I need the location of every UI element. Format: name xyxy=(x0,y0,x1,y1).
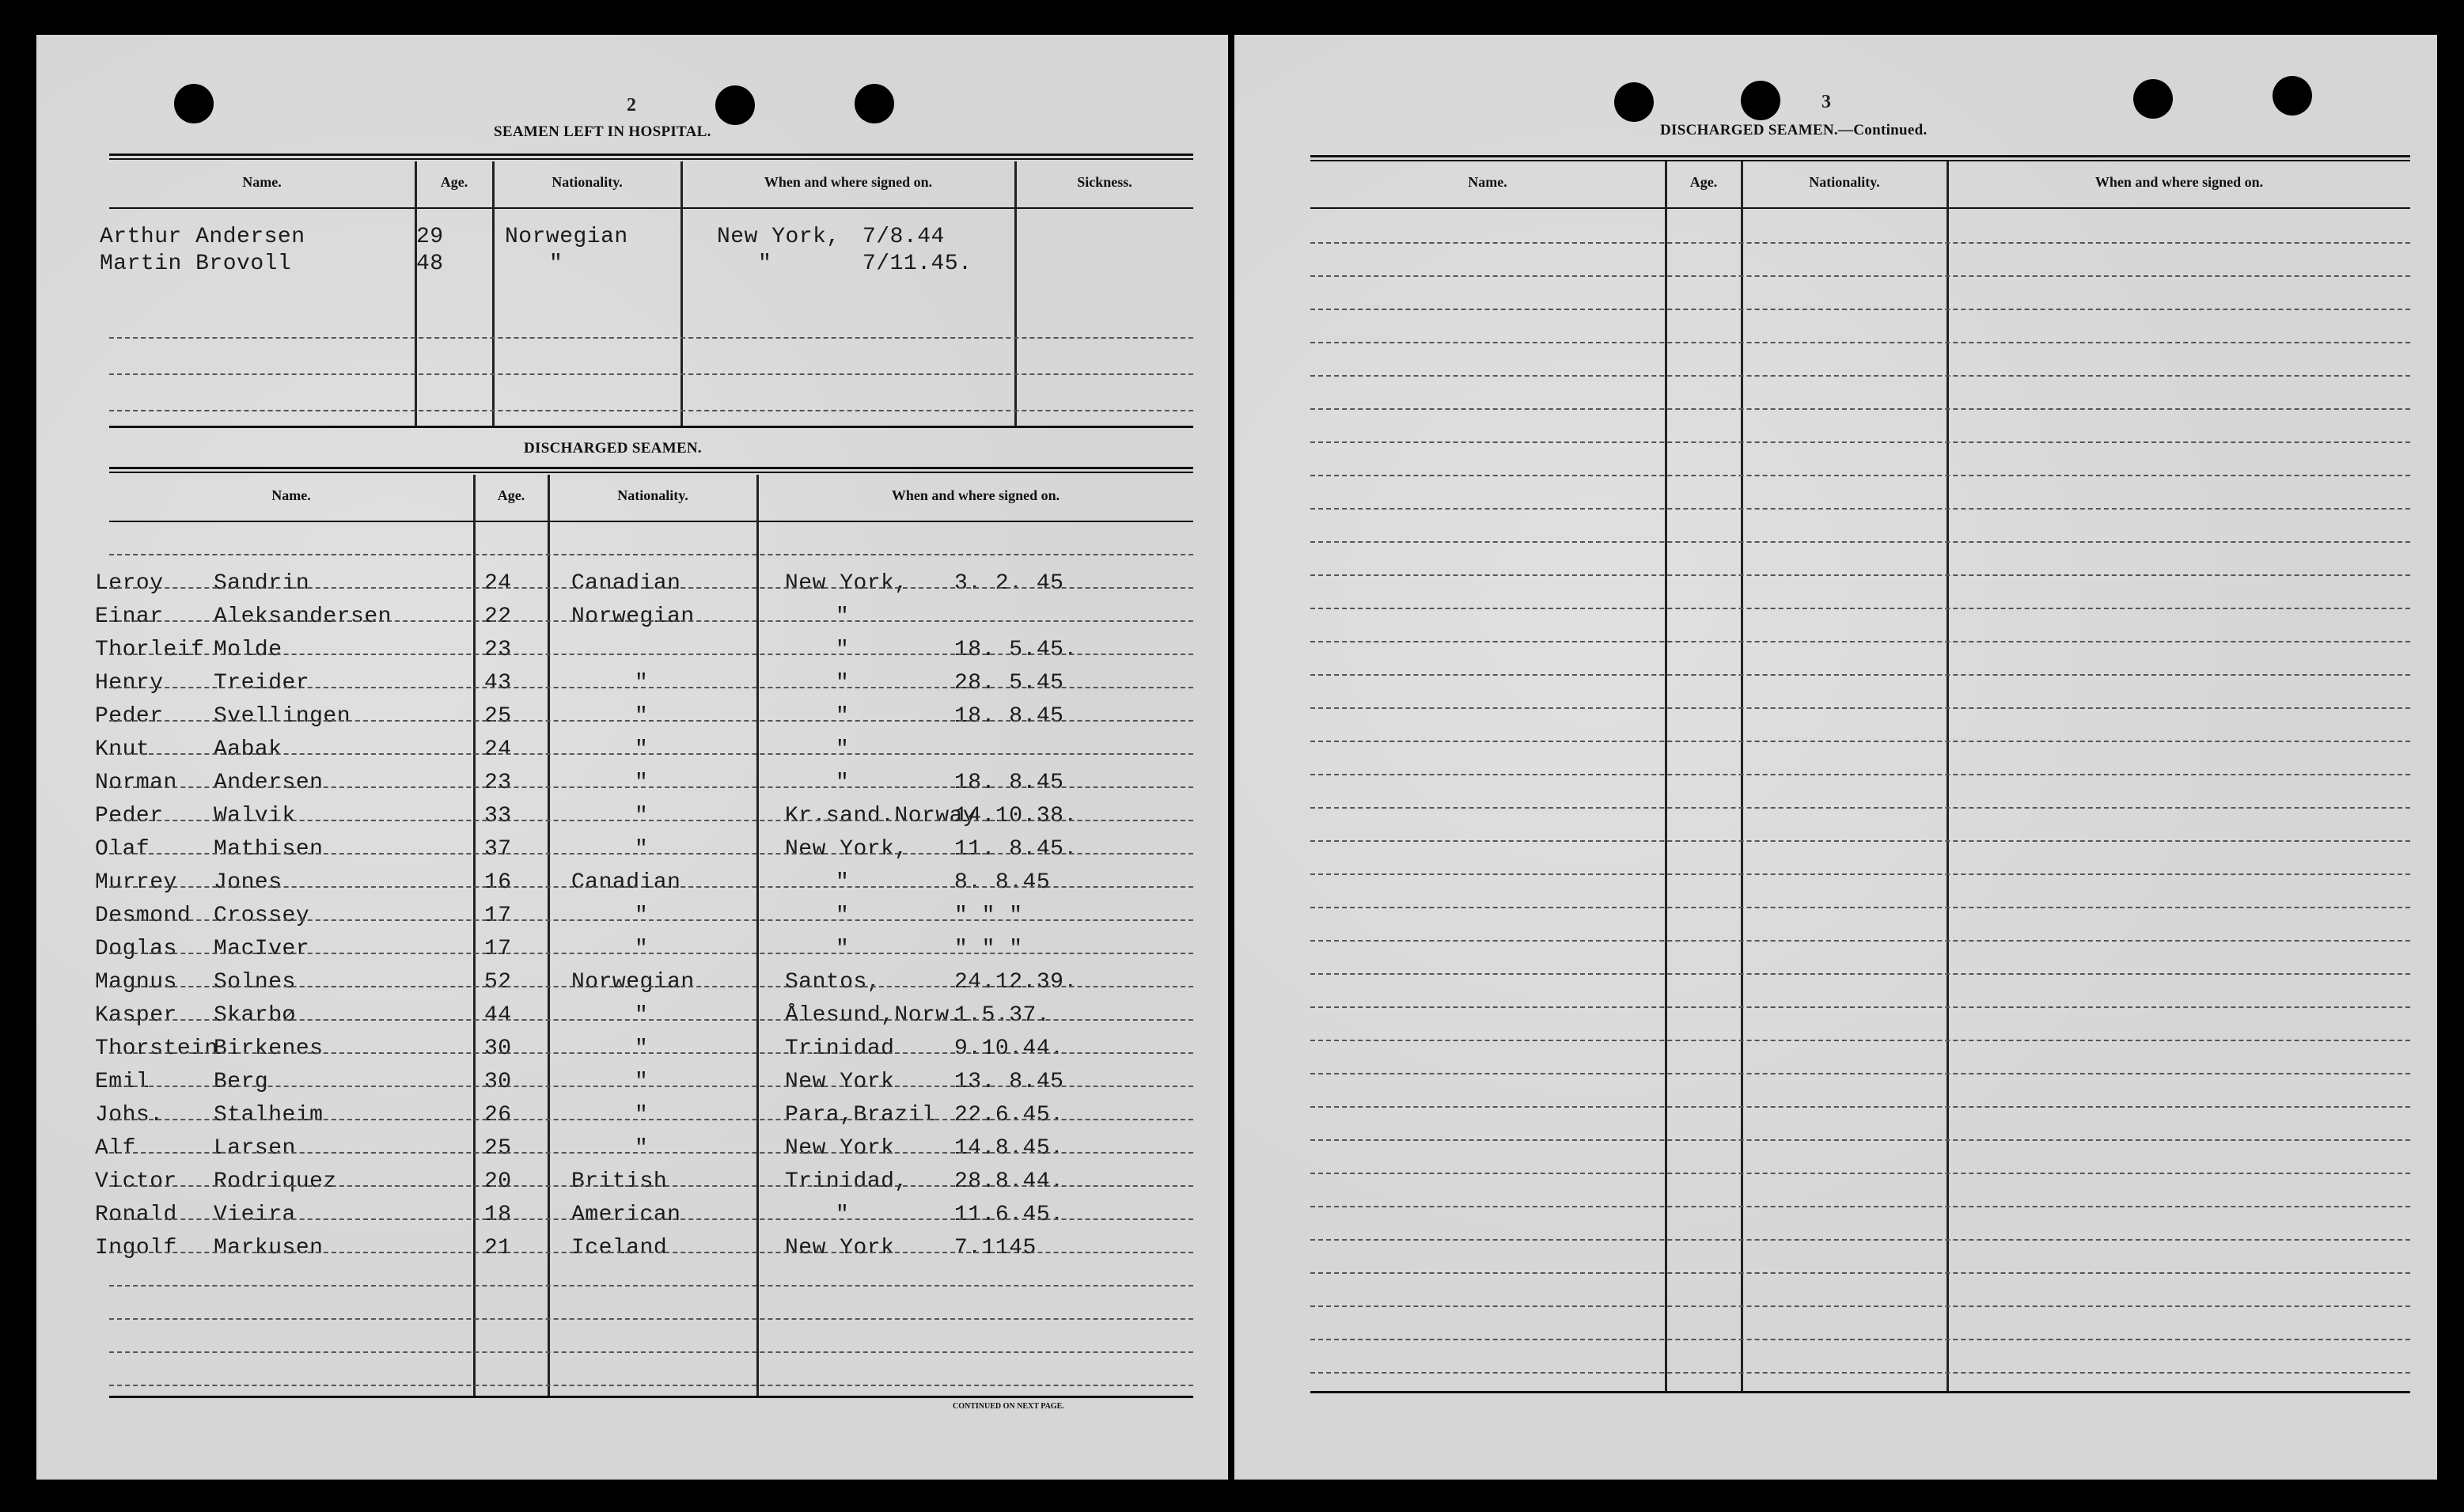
seaman-last-name: Crossey xyxy=(214,904,310,928)
signed-on-date: 18. 5.45. xyxy=(954,638,1078,662)
ruled-line xyxy=(1310,1073,2410,1074)
seaman-nationality: " xyxy=(635,737,649,762)
right-page xyxy=(1234,35,2437,1480)
seaman-nationality: Norwegian xyxy=(571,970,695,995)
ruled-line xyxy=(1310,873,2410,875)
signed-on-place: Kr.sand.Norway xyxy=(785,804,977,828)
ruled-line xyxy=(109,986,1193,987)
hospital-header-signed-on: When and where signed on. xyxy=(764,174,933,190)
discharged-header-name: Name. xyxy=(271,487,311,503)
seaman-first-name: Leroy xyxy=(95,571,164,596)
signed-on-place: " xyxy=(836,904,850,928)
seaman-nationality: " xyxy=(635,1036,649,1061)
seaman-last-name: Markusen xyxy=(214,1236,324,1260)
seaman-nationality: " xyxy=(635,771,649,795)
seaman-age: 24 xyxy=(484,571,512,596)
hospital-header-age: Age. xyxy=(440,174,468,190)
ruled-line xyxy=(109,1119,1193,1120)
seaman-first-name: Johs. xyxy=(95,1103,164,1127)
ruled-line xyxy=(1310,275,2410,277)
seaman-age: 21 xyxy=(484,1236,512,1260)
signed-on-date: 7.1145 xyxy=(954,1236,1037,1260)
seaman-nationality: British xyxy=(571,1169,668,1194)
ruled-line xyxy=(1310,807,2410,809)
ruled-line xyxy=(1310,1305,2410,1307)
seaman-age: 30 xyxy=(484,1070,512,1094)
ruled-line xyxy=(1310,309,2410,310)
page-number: 3 xyxy=(1821,92,1831,112)
ruled-line xyxy=(109,820,1193,821)
signed-on-place: Ålesund,Norw. xyxy=(785,1003,963,1028)
seaman-first-name: Murrey xyxy=(95,870,177,895)
seaman-age: 43 xyxy=(484,671,512,695)
seaman-first-name: Knut xyxy=(95,737,150,762)
signed-on-place: Trinidad xyxy=(785,1036,895,1061)
ruled-line xyxy=(1310,1372,2410,1374)
signed-on-date: 14.8.45. xyxy=(954,1136,1064,1161)
continued-note: CONTINUED ON NEXT PAGE. xyxy=(953,1402,1064,1411)
signed-on-place: New York xyxy=(785,1236,895,1260)
seaman-age: 16 xyxy=(484,870,512,895)
seaman-nationality: Norwegian xyxy=(571,604,695,629)
seaman-age: 25 xyxy=(484,1136,512,1161)
signed-on-place: " xyxy=(836,937,850,961)
ruled-line xyxy=(109,1385,1193,1386)
signed-on-place: " xyxy=(836,1203,850,1227)
hospital-col-divider xyxy=(680,161,683,426)
discharged-top-rule xyxy=(109,467,1193,469)
seaman-last-name: Aabak xyxy=(214,737,282,762)
ruled-line xyxy=(109,337,1193,339)
seaman-nationality: " xyxy=(635,904,649,928)
seaman-age: 33 xyxy=(484,804,512,828)
ruled-line xyxy=(1310,408,2410,410)
signed-on-place: Santos, xyxy=(785,970,881,995)
ruled-line xyxy=(1310,1040,2410,1041)
seaman-age: 37 xyxy=(484,837,512,862)
ruled-line xyxy=(1310,641,2410,642)
seaman-first-name: Peder xyxy=(95,704,164,729)
continued-section-title: DISCHARGED SEAMEN.—Continued. xyxy=(1660,122,1928,138)
ruled-line xyxy=(1310,707,2410,709)
seaman-age: 23 xyxy=(484,771,512,795)
ruled-line xyxy=(1310,907,2410,908)
discharged-header-signed-on: When and where signed on. xyxy=(891,487,1060,503)
hospital-name: Arthur Andersen xyxy=(100,225,305,249)
seaman-first-name: Thorleif xyxy=(95,638,205,662)
ruled-line xyxy=(1310,940,2410,942)
seaman-first-name: Peder xyxy=(95,804,164,828)
right-bottom-rule xyxy=(1310,1391,2410,1393)
ruled-line xyxy=(109,953,1193,954)
seaman-age: 17 xyxy=(484,937,512,961)
signed-on-place: " xyxy=(836,737,850,762)
hospital-col-divider xyxy=(1014,161,1017,426)
seaman-age: 52 xyxy=(484,970,512,995)
ruled-line xyxy=(109,410,1193,411)
seaman-age: 25 xyxy=(484,704,512,729)
ruled-line xyxy=(109,1086,1193,1087)
seaman-age: 22 xyxy=(484,604,512,629)
right-header-signed-on: When and where signed on. xyxy=(2094,174,2264,190)
ruled-line xyxy=(109,1318,1193,1320)
seaman-age: 44 xyxy=(484,1003,512,1028)
ruled-line xyxy=(109,786,1193,788)
punch-hole xyxy=(715,85,755,125)
ruled-line xyxy=(1310,973,2410,975)
seaman-age: 18 xyxy=(484,1203,512,1227)
signed-on-place: New York xyxy=(785,1070,895,1094)
ruled-line xyxy=(109,554,1193,555)
ruled-line xyxy=(109,1052,1193,1054)
seaman-first-name: Kasper xyxy=(95,1003,177,1028)
hospital-signed-date: 7/8.44 xyxy=(862,225,945,249)
signed-on-date: 13. 8.45 xyxy=(954,1070,1064,1094)
seaman-nationality: " xyxy=(635,1103,649,1127)
ruled-line xyxy=(109,654,1193,655)
signed-on-date: 28. 5.45 xyxy=(954,671,1064,695)
hospital-nationality: " xyxy=(549,252,563,276)
ruled-line xyxy=(109,1185,1193,1187)
hospital-top-rule-2 xyxy=(109,158,1193,160)
right-header-age: Age. xyxy=(1689,174,1718,190)
seaman-nationality: " xyxy=(635,704,649,729)
hospital-header-nationality: Nationality. xyxy=(552,174,623,190)
hospital-col-divider xyxy=(415,161,417,426)
discharged-header-nationality: Nationality. xyxy=(617,487,688,503)
signed-on-date: 3. 2. 45 xyxy=(954,571,1064,596)
seaman-last-name: Birkenes xyxy=(214,1036,324,1061)
hospital-col-divider xyxy=(492,161,495,426)
discharged-col-divider xyxy=(548,475,550,1396)
punch-hole xyxy=(2273,76,2312,116)
punch-hole xyxy=(2133,79,2173,119)
seaman-nationality: " xyxy=(635,804,649,828)
signed-on-date: 1.5.37. xyxy=(954,1003,1051,1028)
seaman-age: 30 xyxy=(484,1036,512,1061)
seaman-first-name: Desmond xyxy=(95,904,191,928)
hospital-section-title: SEAMEN LEFT IN HOSPITAL. xyxy=(494,123,711,140)
hospital-age: 48 xyxy=(416,252,444,276)
ruled-line xyxy=(1310,1339,2410,1340)
seaman-last-name: Sandrin xyxy=(214,571,310,596)
seaman-age: 23 xyxy=(484,638,512,662)
signed-on-place: Trinidad, xyxy=(785,1169,908,1194)
seaman-nationality: " xyxy=(635,1003,649,1028)
seaman-nationality: " xyxy=(635,671,649,695)
seaman-first-name: Olaf xyxy=(95,837,150,862)
right-header-nationality: Nationality. xyxy=(1809,174,1880,190)
seaman-first-name: Doglas xyxy=(95,937,177,961)
discharged-col-divider xyxy=(473,475,476,1396)
hospital-top-rule xyxy=(109,153,1193,156)
discharged-section-title: DISCHARGED SEAMEN. xyxy=(524,440,702,457)
seaman-first-name: Einar xyxy=(95,604,164,629)
seaman-first-name: Emil xyxy=(95,1070,150,1094)
seaman-last-name: Larsen xyxy=(214,1136,296,1161)
ruled-line xyxy=(1310,608,2410,609)
seaman-nationality: Iceland xyxy=(571,1236,668,1260)
seaman-last-name: Berg xyxy=(214,1070,269,1094)
seaman-last-name: Skarbø xyxy=(214,1003,296,1028)
signed-on-date: 9.10.44. xyxy=(954,1036,1064,1061)
ruled-line xyxy=(109,1285,1193,1287)
signed-on-place: " xyxy=(836,604,850,629)
seaman-first-name: Norman xyxy=(95,771,177,795)
ruled-line xyxy=(109,853,1193,855)
ruled-line xyxy=(109,1019,1193,1021)
signed-on-date: " " " xyxy=(954,904,1023,928)
ruled-line xyxy=(109,587,1193,589)
seaman-age: 24 xyxy=(484,737,512,762)
ruled-line xyxy=(1310,1139,2410,1141)
ruled-line xyxy=(1310,574,2410,576)
signed-on-place: Para,Brazil xyxy=(785,1103,936,1127)
discharged-col-divider xyxy=(756,475,759,1396)
ruled-line xyxy=(1310,441,2410,443)
signed-on-place: " xyxy=(836,704,850,729)
ruled-line xyxy=(1310,1206,2410,1207)
discharged-header-rule xyxy=(109,521,1193,522)
ruled-line xyxy=(109,1252,1193,1253)
seaman-first-name: Victor xyxy=(95,1169,177,1194)
ruled-line xyxy=(109,373,1193,375)
ruled-line xyxy=(1310,375,2410,377)
right-header-name: Name. xyxy=(1468,174,1507,190)
signed-on-place: New York xyxy=(785,1136,895,1161)
ruled-line xyxy=(1310,475,2410,476)
ruled-line xyxy=(109,687,1193,688)
ruled-line xyxy=(109,886,1193,888)
hospital-signed-place: New York, xyxy=(717,225,840,249)
ruled-line xyxy=(109,620,1193,622)
ruled-line xyxy=(109,753,1193,755)
punch-hole xyxy=(1614,82,1654,122)
seaman-nationality: " xyxy=(635,937,649,961)
ruled-line xyxy=(1310,1106,2410,1108)
signed-on-date: 8. 8.45 xyxy=(954,870,1051,895)
seaman-age: 20 xyxy=(484,1169,512,1194)
punch-hole xyxy=(1741,81,1780,120)
seaman-nationality: " xyxy=(635,1136,649,1161)
ruled-line xyxy=(1310,1173,2410,1174)
seaman-first-name: Henry xyxy=(95,671,164,695)
seaman-nationality: American xyxy=(571,1203,681,1227)
seaman-last-name: Andersen xyxy=(214,771,324,795)
left-page xyxy=(36,35,1228,1480)
ruled-line xyxy=(1310,674,2410,676)
signed-on-date: 22.6.45. xyxy=(954,1103,1064,1127)
signed-on-place: New York, xyxy=(785,837,908,862)
signed-on-date: 18. 8.45 xyxy=(954,704,1064,729)
discharged-header-age: Age. xyxy=(497,487,525,503)
seaman-last-name: Jones xyxy=(214,870,282,895)
punch-hole xyxy=(855,84,894,123)
seaman-first-name: Thorstein xyxy=(95,1036,218,1061)
signed-on-date: 11. 8.45. xyxy=(954,837,1078,862)
discharged-bottom-rule xyxy=(109,1396,1193,1398)
signed-on-place: " xyxy=(836,771,850,795)
ruled-line xyxy=(109,720,1193,722)
right-header-rule xyxy=(1310,207,2410,209)
ruled-line xyxy=(1310,1239,2410,1241)
signed-on-date: 11.6.45. xyxy=(954,1203,1064,1227)
ruled-line xyxy=(1310,342,2410,343)
ruled-line xyxy=(1310,242,2410,244)
page-number: 2 xyxy=(627,95,636,116)
right-top-rule xyxy=(1310,155,2410,157)
ruled-line xyxy=(1310,508,2410,510)
seaman-first-name: Magnus xyxy=(95,970,177,995)
signed-on-date: 14.10.38. xyxy=(954,804,1078,828)
seaman-last-name: Walvik xyxy=(214,804,296,828)
hospital-header-name: Name. xyxy=(242,174,282,190)
signed-on-date: 18. 8.45 xyxy=(954,771,1064,795)
ruled-line xyxy=(1310,541,2410,543)
hospital-name: Martin Brovoll xyxy=(100,252,292,276)
signed-on-place: " xyxy=(836,638,850,662)
hospital-header-sickness: Sickness. xyxy=(1077,174,1132,190)
seaman-last-name: Molde xyxy=(214,638,282,662)
seaman-last-name: Svellingen xyxy=(214,704,351,729)
ruled-line xyxy=(109,1152,1193,1154)
signed-on-date: 28.8.44. xyxy=(954,1169,1064,1194)
hospital-signed-place: " xyxy=(758,252,772,276)
signed-on-place: " xyxy=(836,671,850,695)
ruled-line xyxy=(1310,774,2410,775)
seaman-last-name: Vieira xyxy=(214,1203,296,1227)
punch-hole xyxy=(174,84,214,123)
seaman-last-name: Solnes xyxy=(214,970,296,995)
signed-on-date: " " " xyxy=(954,937,1023,961)
seaman-nationality: Canadian xyxy=(571,571,681,596)
seaman-nationality: " xyxy=(635,1070,649,1094)
seaman-last-name: Stalheim xyxy=(214,1103,324,1127)
seaman-first-name: Ingolf xyxy=(95,1236,177,1260)
seaman-age: 26 xyxy=(484,1103,512,1127)
seaman-first-name: Ronald xyxy=(95,1203,177,1227)
signed-on-date: 24.12.39. xyxy=(954,970,1078,995)
seaman-first-name: Alf xyxy=(95,1136,136,1161)
seaman-age: 17 xyxy=(484,904,512,928)
ruled-line xyxy=(109,1351,1193,1353)
hospital-bottom-rule xyxy=(109,426,1193,428)
hospital-header-rule xyxy=(109,207,1193,209)
hospital-signed-date: 7/11.45. xyxy=(862,252,972,276)
ruled-line xyxy=(109,919,1193,921)
discharged-top-rule-2 xyxy=(109,472,1193,473)
seaman-last-name: Aleksandersen xyxy=(214,604,392,629)
ruled-line xyxy=(1310,1272,2410,1274)
seaman-last-name: Rodriquez xyxy=(214,1169,337,1194)
ruled-line xyxy=(109,1218,1193,1220)
seaman-last-name: Treider xyxy=(214,671,310,695)
seaman-last-name: MacIver xyxy=(214,937,310,961)
hospital-nationality: Norwegian xyxy=(505,225,628,249)
ruled-line xyxy=(1310,1006,2410,1008)
signed-on-place: " xyxy=(836,870,850,895)
ruled-line xyxy=(1310,840,2410,842)
seaman-nationality: " xyxy=(635,837,649,862)
signed-on-place: New York, xyxy=(785,571,908,596)
hospital-age: 29 xyxy=(416,225,444,249)
right-top-rule-2 xyxy=(1310,160,2410,161)
seaman-nationality: Canadian xyxy=(571,870,681,895)
seaman-last-name: Mathisen xyxy=(214,837,324,862)
ruled-line xyxy=(1310,741,2410,742)
